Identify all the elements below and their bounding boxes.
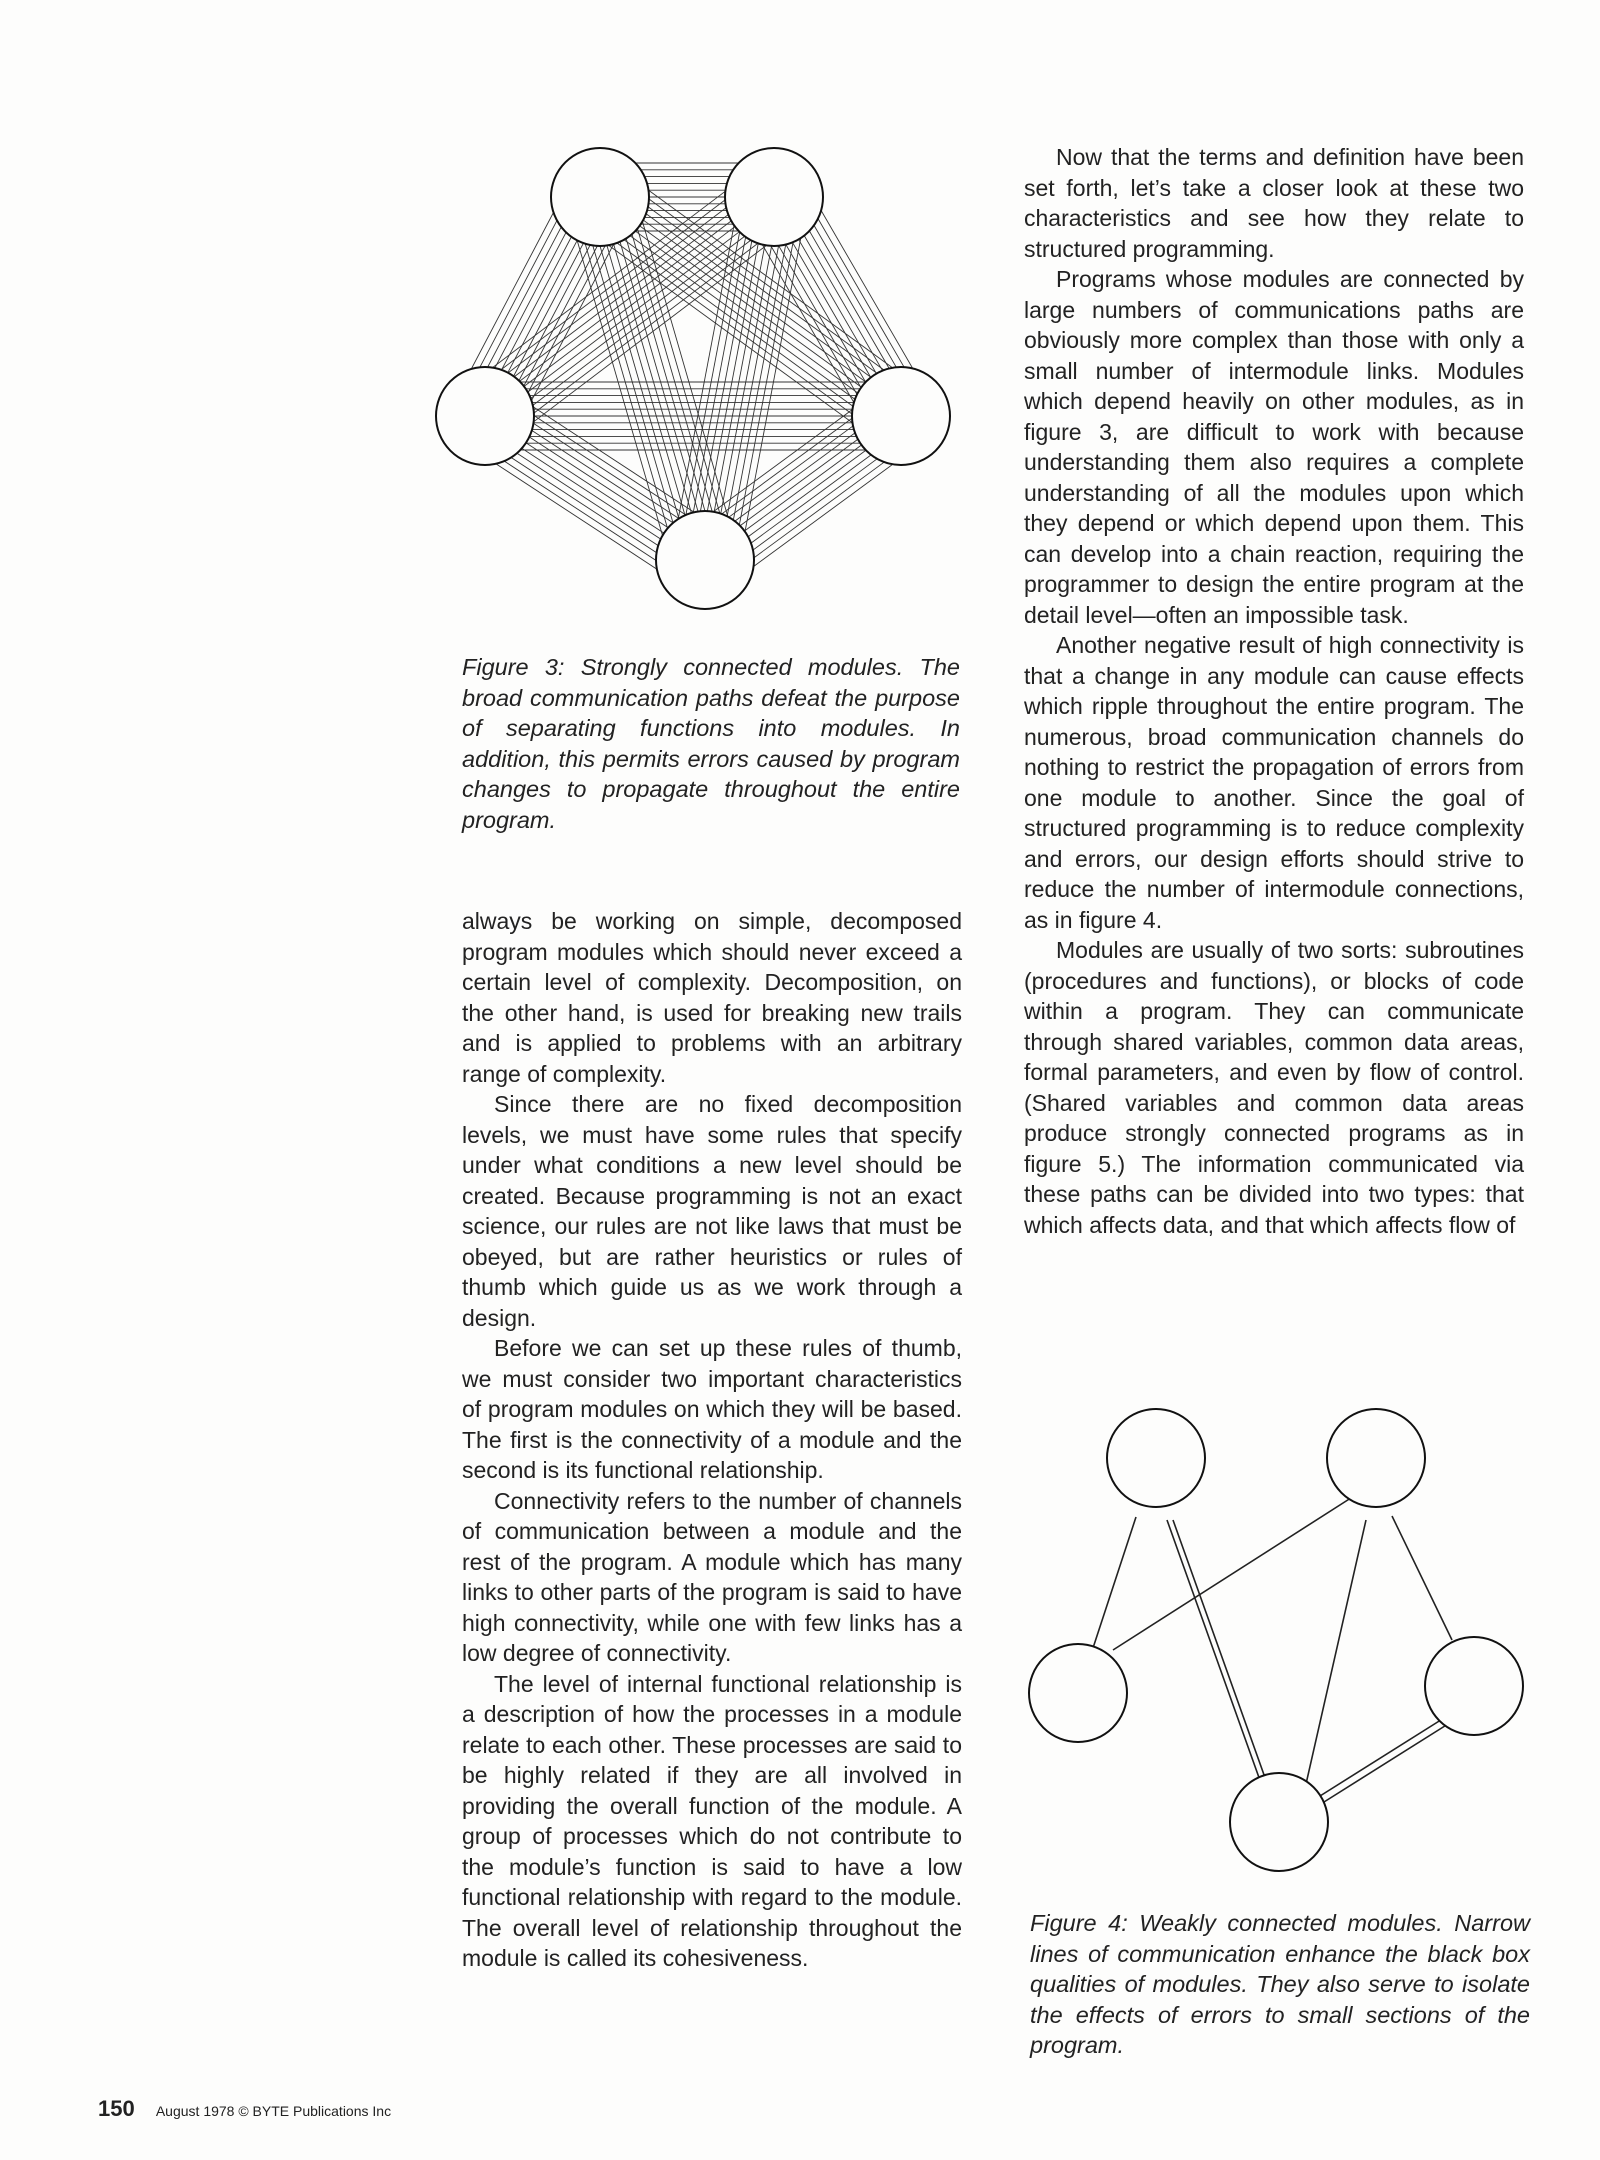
link-line bbox=[790, 239, 872, 381]
link-line bbox=[720, 242, 772, 518]
link-line bbox=[737, 437, 861, 528]
module-node bbox=[656, 511, 754, 609]
paragraph: Now that the terms and definition have been set forth, let’s take a closer look at these two characteristics and see how they relate to structured programming. bbox=[1024, 144, 1524, 262]
link-line bbox=[819, 207, 915, 372]
link-line bbox=[526, 242, 607, 396]
link-line bbox=[636, 225, 721, 517]
link-line bbox=[1320, 1718, 1444, 1796]
link-line bbox=[700, 237, 753, 515]
figure-4-diagram bbox=[1020, 1410, 1560, 1890]
link-line bbox=[745, 448, 869, 539]
paragraph: The level of internal functional relationship is a description of how the processes in a module relate to each other. These processes are said to be highly related if they are all involved in providing the overall function of the module. A group of processes which do not contribute to the module’s function is said to have a low functional relationship with regard to the module. The overall level of relationship throughout the module is called its cohesiveness. bbox=[462, 1670, 962, 1971]
module-node bbox=[1425, 1637, 1523, 1735]
link-line bbox=[685, 228, 740, 519]
module-node bbox=[725, 148, 823, 246]
link-line bbox=[807, 227, 891, 371]
link-line bbox=[500, 233, 574, 373]
left-column-text bbox=[462, 906, 962, 1974]
link-line bbox=[713, 241, 765, 516]
link-line bbox=[512, 240, 586, 380]
module-node bbox=[1107, 1409, 1205, 1507]
link-line bbox=[726, 242, 779, 520]
figure-4-caption: Figure 4: Weakly connected modules. Narrow lines of communication enhance the black box qualities of modules. They also serve to isolate the effects of errors to small sections of the program. bbox=[1030, 1910, 1530, 2058]
module-node bbox=[1230, 1773, 1328, 1871]
link-line bbox=[632, 229, 861, 396]
link-line bbox=[739, 238, 794, 529]
link-line bbox=[1167, 1520, 1262, 1786]
figure-3-caption: Figure 3: Strongly connected modules. The broad communication paths defeat the purpose of separating functions into modules. In addition, this permits errors caused by program changes to propagate throughout the entire program. bbox=[462, 654, 960, 833]
link-line bbox=[641, 218, 729, 521]
link-line bbox=[1093, 1517, 1136, 1648]
page-number: 150 bbox=[98, 2096, 135, 2121]
link-line bbox=[751, 460, 888, 560]
link-line bbox=[812, 222, 898, 371]
link-line bbox=[744, 234, 801, 536]
link-line bbox=[531, 241, 761, 416]
link-line bbox=[1392, 1516, 1452, 1640]
figure-3-diagram bbox=[440, 140, 980, 640]
link-line bbox=[514, 451, 662, 548]
paragraph: Connectivity refers to the number of channels of communication between a module and the rest of the program. A module which has many links to other parts of the program is said to have high connectivity, while one with few links has a low degree of connectivity. bbox=[462, 1487, 962, 1666]
link-line bbox=[748, 452, 875, 545]
link-line bbox=[519, 446, 664, 541]
link-line bbox=[750, 462, 896, 569]
link-line bbox=[469, 209, 555, 373]
paragraph: Modules are usually of two sorts: subroutines (procedures and functions), or blocks of code within a program. They can communicate through shared variables, common data areas, formal parameters, and even by flow of control. (Shared variables and common data areas produce strongly connected programs as in figure 5.) The information communicated via these paths can be divided into two types: that which affects data, and that which affects flow of bbox=[1024, 937, 1524, 1238]
link-line bbox=[1113, 1496, 1354, 1650]
module-node bbox=[852, 367, 950, 465]
paragraph: Before we can set up these rules of thumb, we must consider two important characteristics of program modules on which they will be based. The first is the connectivity of a module and the second is its functional relationship. bbox=[462, 1335, 962, 1483]
module-node bbox=[436, 367, 534, 465]
paragraph: Programs whose modules are connected by large numbers of communications paths are obviously more complex than those with only a small number of intermodule links. Modules which depend heavily on other modules, as in figure 3, are difficult to work with because understanding them also requires a complete understanding of all the modules upon which they depend or which depend upon them. This can develop into a chain reaction, requiring the programmer to design the entire program at the detail level—often an impossible task. bbox=[1024, 266, 1524, 628]
link-line bbox=[732, 431, 859, 524]
module-node bbox=[1327, 1409, 1425, 1507]
link-line bbox=[525, 229, 743, 394]
link-line bbox=[1306, 1520, 1366, 1784]
link-line bbox=[530, 241, 616, 405]
link-line bbox=[719, 416, 856, 516]
page-footer bbox=[98, 2096, 391, 2122]
link-line bbox=[493, 229, 568, 372]
link-line bbox=[528, 428, 676, 525]
paragraph: Another negative result of high connectivity is that a change in any module can cause effects which ripple throughout the entire program. The numerous, broad communication channels do nothing to restrict the propagation of errors from one module to another. Since the goal of structured programming is to reduce complexity and errors, our design efforts should strive to reduce the number of intermodule connections, as in figure 4. bbox=[1024, 632, 1524, 933]
link-line bbox=[508, 455, 660, 555]
footer-text: August 1978 © BYTE Publications Inc bbox=[155, 2103, 392, 2119]
paragraph: Since there are no fixed decomposition levels, we must have some rules that specify under what conditions a new level should be created. Because programming is not an exact science, our rules are not like laws that must be obeyed, but are rather heuristics or rules of thumb which guide us as we work through a design. bbox=[462, 1091, 962, 1331]
link-line bbox=[523, 441, 668, 536]
link-line bbox=[1324, 1724, 1448, 1802]
right-column-text bbox=[1024, 142, 1524, 1240]
paragraph: always be working on simple, decomposed program modules which should never exceed a certain level of complexity. Decomposition, on the other hand, is used for breaking new trails and is applied to problems with an arbitrary range of complexity. bbox=[462, 908, 962, 1087]
link-line bbox=[526, 435, 671, 530]
module-node bbox=[1029, 1644, 1127, 1742]
module-node bbox=[551, 148, 649, 246]
link-line bbox=[493, 462, 661, 572]
